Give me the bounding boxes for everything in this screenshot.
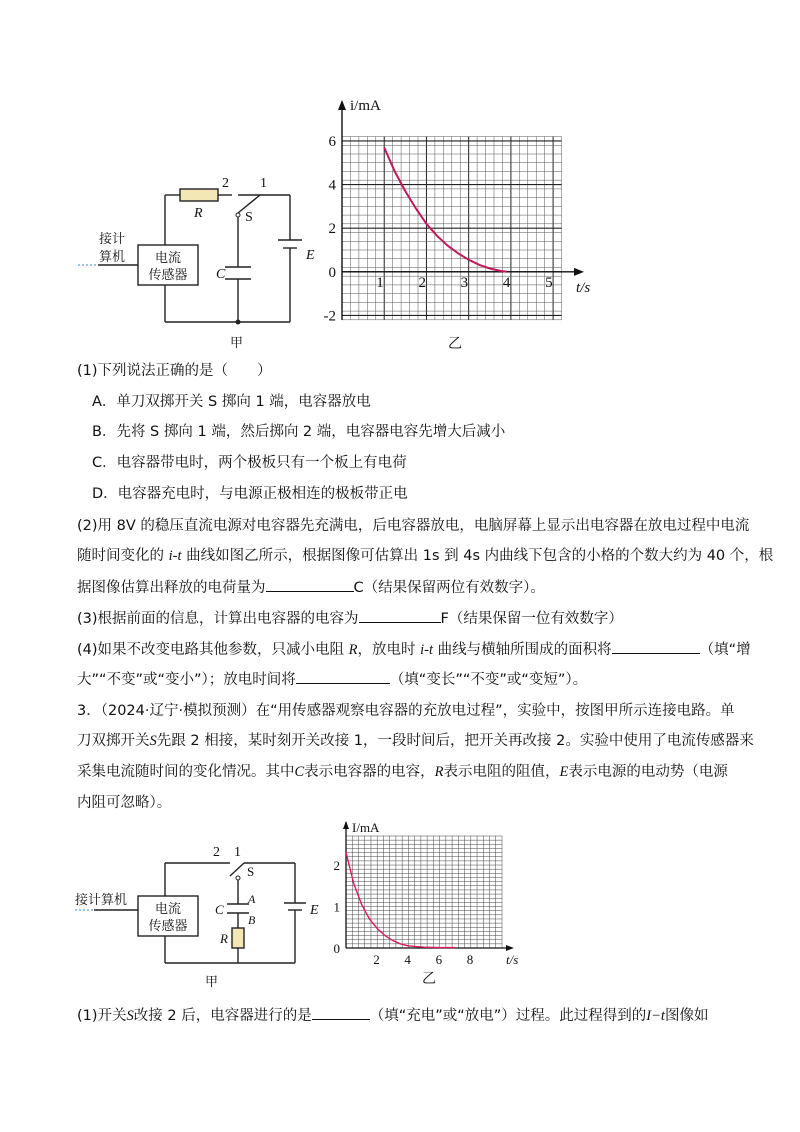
switch-label: S <box>247 864 255 879</box>
q4-line-1: (4)如果不改变电路其他参数，只减小电阻 R，放电时 i-t 曲线与横轴所围成的面积将 （填“增 <box>77 639 730 660</box>
x-tick-label: 1 <box>376 274 384 291</box>
y-tick-label: 1 <box>333 899 340 915</box>
answer-blank-process[interactable] <box>312 1005 370 1020</box>
p3-line-4: 内阻可忽略）。 <box>77 795 172 811</box>
terminal-1-label: 1 <box>234 845 241 860</box>
x-axis-label: t/s <box>576 279 591 296</box>
x-axis-arrow <box>574 268 584 276</box>
x-tick-label: 4 <box>404 952 411 967</box>
q1-option-d: D．电容器充电时，与电源正极相连的极板带正电 <box>92 486 408 502</box>
y-tick-label: 2 <box>333 858 340 874</box>
answer-blank-area[interactable] <box>612 639 700 654</box>
sensor-label-1: 电流 <box>154 251 182 266</box>
x-tick-label: 8 <box>466 952 474 967</box>
q3-line: (3)根据前面的信息，计算出电容器的电容为 F（结果保留一位有效数字） <box>77 608 730 629</box>
terminal-2-label: 2 <box>213 845 220 860</box>
q2-line-3: 据图像估算出释放的电荷量为 C（结果保留两位有效数字）。 <box>77 577 730 598</box>
capacitor-label: C <box>215 902 224 917</box>
answer-blank-charge[interactable] <box>266 577 354 592</box>
y-tick-label: -2 <box>323 308 336 325</box>
y-axis-arrow <box>343 821 349 829</box>
p3-line-3: 采集电流随时间的变化情况。其中C表示电容器的电容，R表示电阻的阻值，E表示电源的电动势（电源 <box>77 764 728 780</box>
it-graph-2 <box>322 818 532 990</box>
y-tick-label: 0 <box>328 264 336 281</box>
plate-b-label: B <box>248 913 256 927</box>
terminal-1-label: 1 <box>260 176 267 191</box>
y-tick-label: 6 <box>328 133 336 150</box>
y-axis-label: I/mA <box>352 820 380 835</box>
sensor-label-2: 传感器 <box>148 268 188 283</box>
y-axis-label: i/mA <box>350 98 381 114</box>
circuit-diagram-1 <box>70 175 330 350</box>
sensor-label-2: 传感器 <box>148 919 188 934</box>
y-tick-label: 4 <box>328 177 336 194</box>
q1-option-b: B．先将 S 掷向 1 端，然后掷向 2 端，电容器电容先增大后减小 <box>92 424 506 440</box>
y-tick-label: 2 <box>328 221 336 238</box>
resistor-label: R <box>220 931 228 946</box>
x-tick-label: 3 <box>460 274 469 291</box>
capacitor-label: C <box>216 267 226 282</box>
x-tick-label: 2 <box>418 274 426 291</box>
circuit-diagram-2 <box>70 818 330 990</box>
switch-label: S <box>245 210 253 225</box>
x-tick-label: 5 <box>545 274 553 291</box>
y-axis-arrow <box>338 100 346 110</box>
q2-line-2: 随时间变化的 i-t 曲线如图乙所示，根据图像可估算出 1s 到 4s 内曲线下包含的小格的个数大约为 40 个，根 <box>77 548 774 564</box>
answer-blank-time[interactable] <box>296 669 390 684</box>
x-axis-arrow <box>506 945 514 951</box>
fig1-caption: 甲 <box>230 336 244 351</box>
terminal-2-label: 2 <box>222 176 229 191</box>
computer-label: 接计算机 <box>75 893 128 908</box>
answer-blank-capacitance[interactable] <box>359 608 441 623</box>
q5-line: (1)开关S改接 2 后，电容器进行的是 （填“充电”或“放电”）过程。此过程得到的I−t图像如 <box>77 1005 730 1026</box>
x-tick-label: 6 <box>435 952 443 967</box>
x-tick-label: 2 <box>373 952 380 967</box>
y-tick-label: 0 <box>333 941 340 956</box>
p3-line-1: 3．（2024·辽宁·模拟预测）在“用传感器观察电容器的充放电过程”，实验中，按图甲所示连接电路。单 <box>77 703 735 719</box>
series-line <box>346 853 455 948</box>
fig1-graph-caption: 乙 <box>448 336 462 352</box>
fig2-caption: 甲 <box>205 975 219 990</box>
plate-a-label: A <box>248 892 256 906</box>
q1-option-a: A．单刀双掷开关 S 掷向 1 端，电容器放电 <box>92 394 371 410</box>
source-label: E <box>310 903 319 918</box>
x-axis-label: t/s <box>506 952 519 967</box>
resistor-label: R <box>194 206 203 221</box>
fig2-graph-caption: 乙 <box>422 971 436 987</box>
p3-line-2: 刀双掷开关S先跟 2 相接，某时刻开关改接 1，一段时间后，把开关再改接 2。实验中使用了电流传感器来 <box>77 733 754 749</box>
it-graph-1 <box>323 92 620 352</box>
x-tick-label: 4 <box>502 274 511 291</box>
q1-option-c: C．电容器带电时，两个极板只有一个板上有电荷 <box>92 455 407 471</box>
computer-label-1: 接计 <box>98 232 126 247</box>
sensor-label-1: 电流 <box>154 902 182 917</box>
computer-label-2: 算机 <box>98 250 126 265</box>
q2-line-1: (2)用 8V 的稳压直流电源对电容器先充满电，后电容器放电，电脑屏幕上显示出电容器在放电过程中电流 <box>77 518 750 534</box>
q4-line-2: 大”“不变”或“变小”）；放电时间将 （填“变长”“不变”或“变短”）。 <box>77 669 730 690</box>
series-line <box>384 148 507 272</box>
q1-stem: (1)下列说法正确的是（ ） <box>77 363 272 379</box>
source-label: E <box>306 248 315 263</box>
